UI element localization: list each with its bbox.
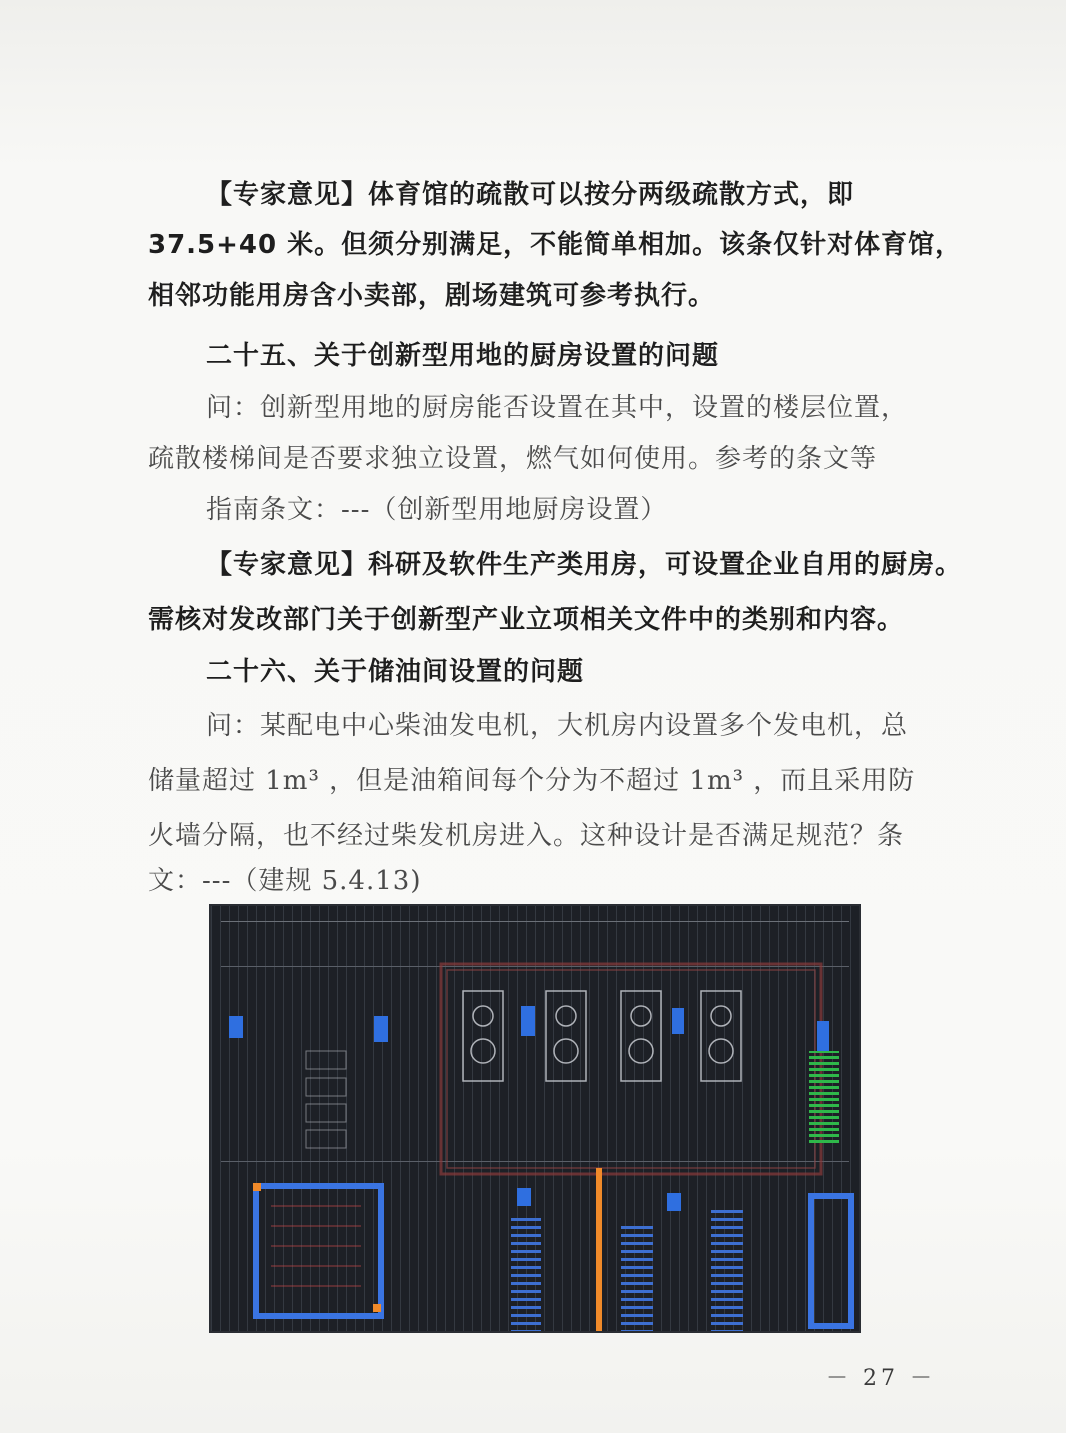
question-26-line-2: 储量超过 1m³ ，但是油箱间每个分为不超过 1m³ ，而且采用防 [148, 766, 916, 796]
section-heading-26: 二十六、关于储油间设置的问题 [206, 657, 585, 687]
cad-floor-plan-image [211, 906, 859, 1331]
expert-opinion-line-1: 【专家意见】体育馆的疏散可以按分两级疏散方式，即 [206, 180, 855, 210]
expert-opinion-line-3: 相邻功能用房含小卖部，剧场建筑可参考执行。 [148, 281, 716, 311]
expert-opinion-25-line-1: 【专家意见】科研及软件生产类用房，可设置企业自用的厨房。 [206, 550, 963, 580]
question-26-line-4: 文：---（建规 5.4.13) [148, 866, 422, 896]
expert-opinion-25-line-2: 需核对发改部门关于创新型产业立项相关文件中的类别和内容。 [148, 605, 905, 635]
guideline-25: 指南条文：---（创新型用地厨房设置） [206, 495, 668, 525]
expert-opinion-line-2: 37.5+40 米。但须分别满足，不能简单相加。该条仅针对体育馆， [148, 230, 963, 260]
section-heading-25: 二十五、关于创新型用地的厨房设置的问题 [206, 341, 720, 371]
question-25-line-1: 问：创新型用地的厨房能否设置在其中，设置的楼层位置， [206, 393, 909, 423]
page-number: － 27 － [826, 1366, 936, 1391]
question-25-line-2: 疏散楼梯间是否要求独立设置，燃气如何使用。参考的条文等 [148, 444, 878, 474]
question-26-line-1: 问：某配电中心柴油发电机，大机房内设置多个发电机，总 [206, 711, 909, 741]
question-26-line-3: 火墙分隔，也不经过柴发机房进入。这种设计是否满足规范？条 [148, 821, 905, 851]
